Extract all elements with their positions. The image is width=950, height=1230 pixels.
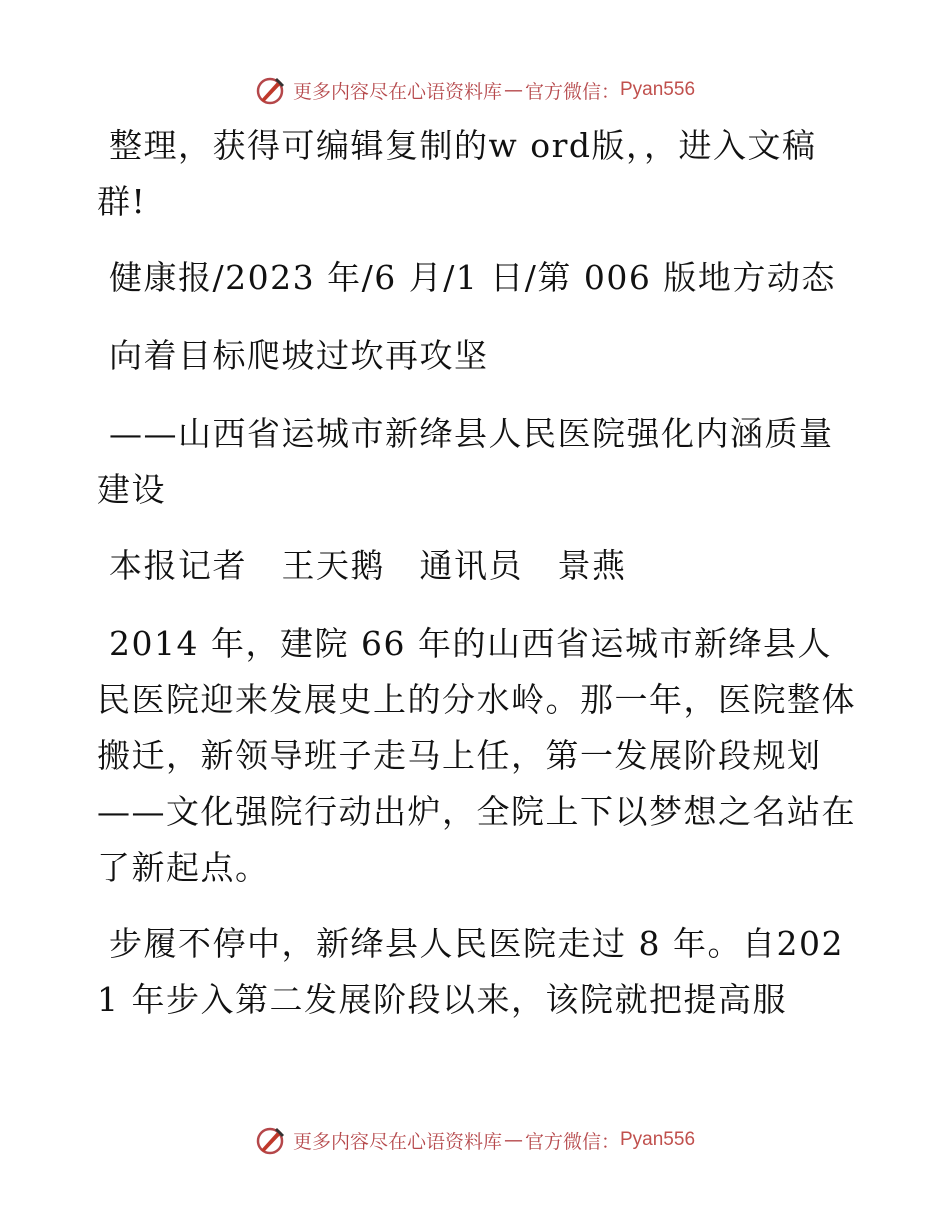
article-title: 向着目标爬坡过坎再攻坚 — [109, 336, 489, 375]
footer-banner — [0, 1120, 950, 1160]
header-banner — [0, 70, 950, 110]
banner-wechat-label: 官方微信： — [524, 80, 620, 103]
banner-separator: — — [503, 1129, 523, 1151]
document-body — [97, 118, 857, 1048]
intro-note: 整理，获得可编辑复制的w ord版，，进入文稿群! — [97, 126, 817, 221]
quill-logo-icon — [255, 74, 287, 106]
banner-wechat-id: Pyan556 — [620, 79, 696, 100]
banner-wechat-id: Pyan556 — [620, 1129, 696, 1150]
banner-separator: — — [503, 79, 523, 101]
banner-slogan: 更多内容尽在心语资料库 — [292, 80, 502, 103]
article-subtitle: ——山西省运城市新绛县人民医院强化内涵质量建设 — [97, 414, 834, 509]
body-paragraph: 步履不停中，新绛县人民医院走过 8 年。自2021 年步入第二发展阶段以来，该院就把提高服 — [97, 924, 844, 1019]
source-line: 健康报/2023 年/6 月/1 日/第 006 版地方动态 — [109, 258, 836, 297]
quill-logo-icon — [255, 1124, 287, 1156]
banner-slogan: 更多内容尽在心语资料库 — [292, 1130, 502, 1153]
byline: 本报记者 王天鹅 通讯员 景燕 — [109, 546, 627, 585]
body-paragraph: 2014 年，建院 66 年的山西省运城市新绛县人民医院迎来发展史上的分水岭。那一年，医院整体搬迁，新领导班子走马上任，第一发展阶段规划——文化强院行动出炉，全院上下以梦想之名站在了新起点。 — [97, 624, 856, 887]
banner-wechat-label: 官方微信： — [524, 1130, 620, 1153]
